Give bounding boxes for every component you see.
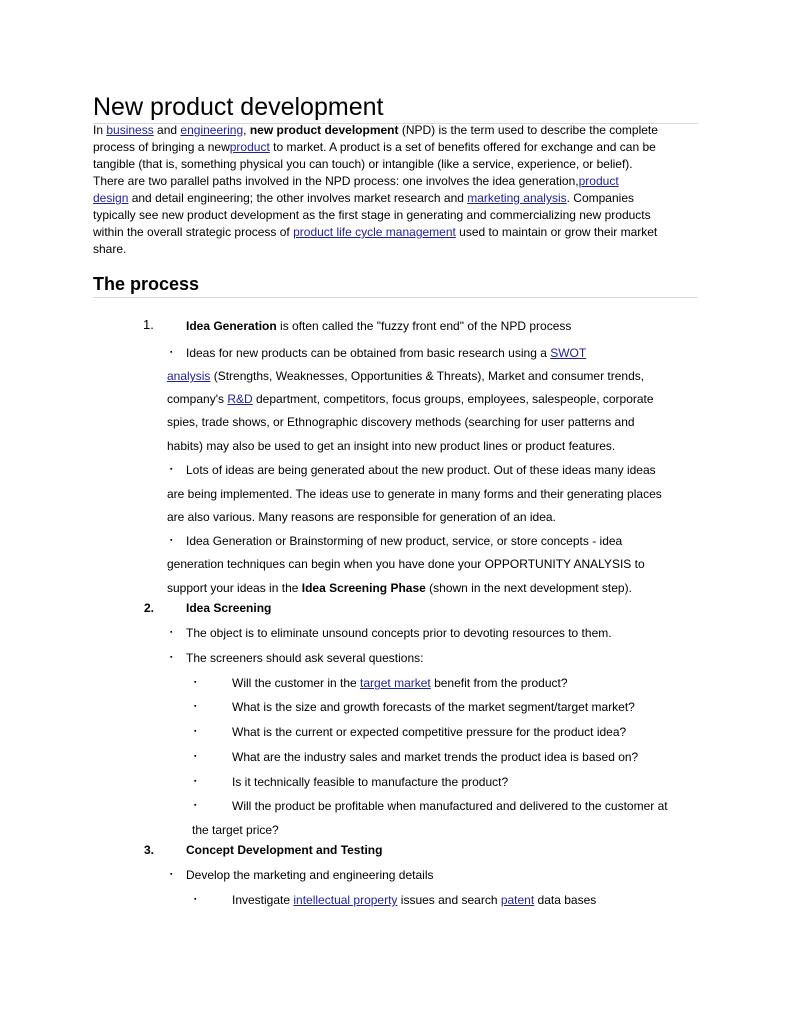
intro-line-6: typically see new product development as the first stage in generating and commercializing new products bbox=[93, 208, 651, 222]
step2-question5: Is it technically feasible to manufacture the product? bbox=[232, 775, 509, 789]
intro-line-7: within the overall strategic process of product life cycle management used to maintain or grow their market bbox=[93, 225, 658, 239]
bullet-icon: ▪ bbox=[194, 802, 197, 809]
step-number-3: 3. bbox=[144, 843, 155, 857]
bullet-icon: ▪ bbox=[194, 679, 197, 686]
step3-bullet1: Develop the marketing and engineering details bbox=[186, 868, 434, 882]
intro-line-2: process of bringing a newproduct to market. A product is a set of benefits offered for exchange and can be bbox=[93, 140, 656, 154]
bullet-icon: ▪ bbox=[194, 703, 197, 710]
step-3-heading: Concept Development and Testing bbox=[186, 843, 383, 857]
bullet-icon: ▪ bbox=[170, 629, 173, 636]
step2-question1: Will the customer in the target market benefit from the product? bbox=[232, 676, 568, 690]
step3-subbullet1: Investigate intellectual property issues and search patent data bases bbox=[232, 893, 597, 907]
intro-line-5: design and detail engineering; the other involves market research and marketing analysis. Companies bbox=[93, 191, 634, 205]
bullet-icon: ▪ bbox=[170, 349, 173, 356]
step1-bullet1-line2: analysis (Strengths, Weaknesses, Opportunities & Threats), Market and consumer trends, bbox=[167, 369, 645, 383]
link-product-design[interactable]: product bbox=[578, 174, 619, 188]
bullet-icon: ▪ bbox=[194, 753, 197, 760]
bullet-icon: ▪ bbox=[170, 654, 173, 661]
link-product-life-cycle[interactable]: product life cycle management bbox=[293, 225, 456, 239]
step1-bullet1-line1: Ideas for new products can be obtained from basic research using a SWOT bbox=[186, 346, 587, 360]
step2-question3: What is the current or expected competitive pressure for the product idea? bbox=[232, 725, 627, 739]
step1-bullet2-line2: are being implemented. The ideas use to generate in many forms and their generating places bbox=[167, 487, 662, 501]
page-title: New product development bbox=[93, 91, 698, 124]
bullet-icon: ▪ bbox=[170, 466, 173, 473]
step1-bullet3-line3: support your ideas in the Idea Screening Phase (shown in the next development step). bbox=[167, 581, 632, 595]
step1-bullet2-line1: Lots of ideas are being generated about the new product. Out of these ideas many ideas bbox=[186, 463, 656, 477]
step1-bullet1-line3: company's R&D department, competitors, focus groups, employees, salespeople, corporate bbox=[167, 392, 654, 406]
link-patent[interactable]: patent bbox=[500, 893, 535, 907]
link-target-market[interactable]: target market bbox=[360, 676, 431, 690]
intro-line-3: tangible (that is, something physical you can touch) or intangible (like a service, experience, or belief). bbox=[93, 157, 633, 171]
step-2-heading: Idea Screening bbox=[186, 601, 272, 615]
bullet-icon: ▪ bbox=[194, 728, 197, 735]
step1-bullet1-line4: spies, trade shows, or Ethnographic discovery methods (searching for user patterns and bbox=[167, 415, 635, 429]
intro-line-4: There are two parallel paths involved in the NPD process: one involves the idea generation,product bbox=[93, 174, 619, 188]
bullet-icon: ▪ bbox=[170, 537, 173, 544]
step2-question6-line2: the target price? bbox=[192, 823, 279, 837]
link-marketing-analysis[interactable]: marketing analysis bbox=[467, 191, 567, 205]
bullet-icon: ▪ bbox=[194, 778, 197, 785]
intro-line-8: share. bbox=[93, 242, 127, 256]
link-rnd[interactable]: R&D bbox=[227, 392, 253, 406]
link-product[interactable]: product bbox=[229, 140, 270, 154]
link-business[interactable]: business bbox=[106, 123, 154, 137]
bullet-icon: ▪ bbox=[194, 896, 197, 903]
link-design[interactable]: design bbox=[93, 191, 129, 205]
step2-bullet1: The object is to eliminate unsound concepts prior to devoting resources to them. bbox=[186, 626, 612, 640]
section-heading: The process bbox=[93, 271, 698, 298]
step-number-2: 2. bbox=[144, 601, 155, 615]
step1-bullet3-line1: Idea Generation or Brainstorming of new product, service, or store concepts - idea bbox=[186, 534, 623, 548]
step2-question2: What is the size and growth forecasts of the market segment/target market? bbox=[232, 700, 635, 714]
step1-bullet1-line5: habits) may also be used to get an insight into new product lines or product features. bbox=[167, 439, 616, 453]
step2-question6-line1: Will the product be profitable when manufactured and delivered to the customer at bbox=[232, 799, 668, 813]
step1-bullet3-line2: generation techniques can begin when you have done your OPPORTUNITY ANALYSIS to bbox=[167, 557, 645, 571]
step1-bullet2-line3: are also various. Many reasons are responsible for generation of an idea. bbox=[167, 510, 556, 524]
step2-bullet2: The screeners should ask several questions: bbox=[186, 651, 424, 665]
step-number-1: 1. bbox=[143, 317, 154, 332]
bullet-icon: ▪ bbox=[170, 871, 173, 878]
link-swot[interactable]: SWOT bbox=[550, 346, 587, 360]
step2-question4: What are the industry sales and market trends the product idea is based on? bbox=[232, 750, 639, 764]
intro-line-1: In business and engineering, new product development (NPD) is the term used to describe the complete bbox=[93, 123, 658, 137]
link-swot-analysis[interactable]: analysis bbox=[167, 369, 211, 383]
link-engineering[interactable]: engineering bbox=[180, 123, 244, 137]
step-1-heading: Idea Generation is often called the "fuzzy front end" of the NPD process bbox=[186, 319, 572, 333]
link-intellectual-property[interactable]: intellectual property bbox=[293, 893, 398, 907]
